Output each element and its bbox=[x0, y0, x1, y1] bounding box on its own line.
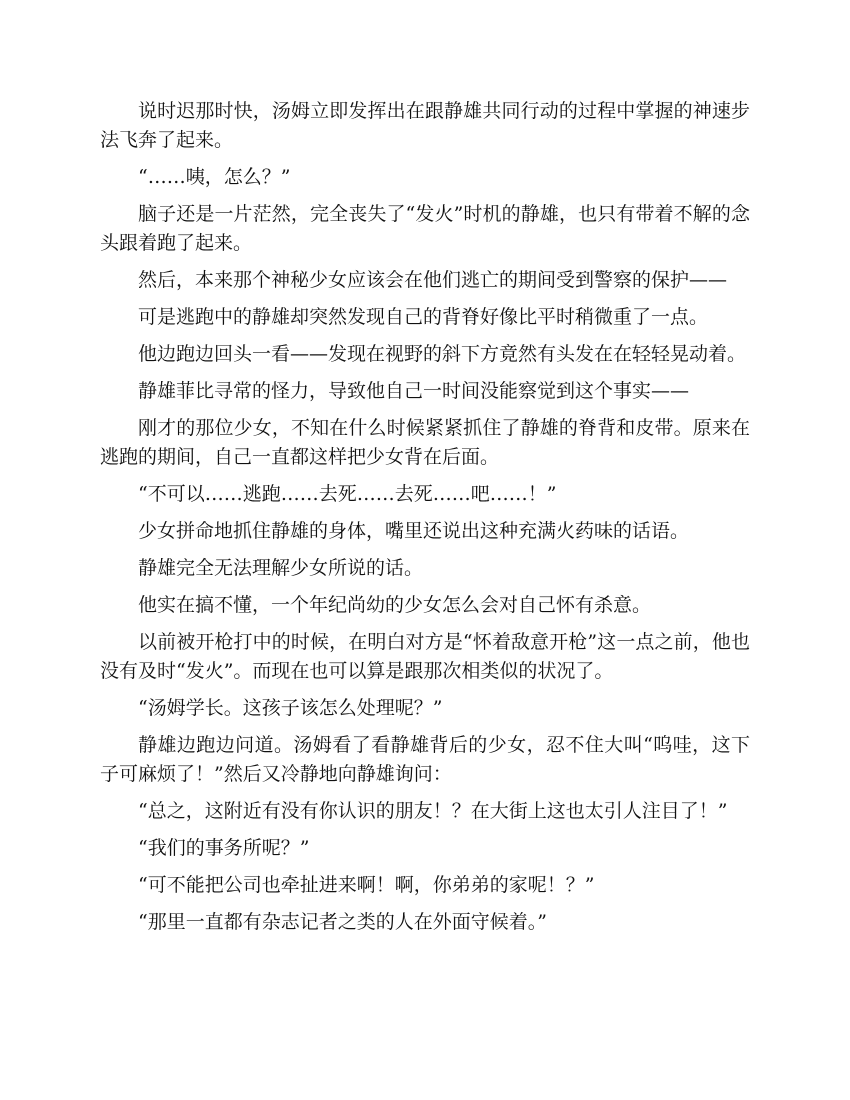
paragraph: “不可以……逃跑……去死……去死……吧……！” bbox=[138, 483, 557, 505]
paragraph: “可不能把公司也牵扯进来啊！啊，你弟弟的家呢！？” bbox=[138, 874, 595, 896]
paragraph: “总之，这附近有没有你认识的朋友！？在大街上这也太引人注目了！” bbox=[138, 800, 728, 822]
paragraph: 然后，本来那个神秘少女应该会在他们逃亡的期间受到警察的保护—— bbox=[138, 269, 728, 291]
paragraph: 静雄菲比寻常的怪力，导致他自己一时间没能察觉到这个事实—— bbox=[138, 380, 690, 402]
paragraph: 静雄边跑边问道。汤姆看了看静雄背后的少女，忍不住大叫“呜哇，这下子可麻烦了！”然后又冷静地向静雄询问： bbox=[100, 734, 750, 785]
paragraph: 脑子还是一片茫然，完全丧失了“发火”时机的静雄，也只有带着不解的念头跟着跑了起来。 bbox=[100, 203, 750, 254]
paragraph: 他边跑边回头一看——发现在视野的斜下方竟然有头发在在轻轻晃动着。 bbox=[138, 343, 747, 365]
paragraph: 刚才的那位少女，不知在什么时候紧紧抓住了静雄的脊背和皮带。原来在逃跑的期间，自己一直都这样把少女背在后面。 bbox=[100, 417, 750, 468]
paragraph: 静雄完全无法理解少女所说的话。 bbox=[138, 557, 424, 579]
paragraph: 说时迟那时快，汤姆立即发挥出在跟静雄共同行动的过程中掌握的神速步法飞奔了起来。 bbox=[100, 100, 750, 151]
paragraph: 可是逃跑中的静雄却突然发现自己的背脊好像比平时稍微重了一点。 bbox=[138, 306, 709, 328]
paragraph: “那里一直都有杂志记者之类的人在外面守候着。” bbox=[138, 911, 547, 933]
paragraph: 少女拼命地抓住静雄的身体，嘴里还说出这种充满火药味的话语。 bbox=[138, 520, 690, 542]
paragraph: “汤姆学长。这孩子该怎么处理呢？” bbox=[138, 697, 443, 719]
paragraph: 以前被开枪打中的时候，在明白对方是“怀着敌意开枪”这一点之前，他也没有及时“发火”。而现在也可以算是跟那次相类似的状况了。 bbox=[100, 631, 750, 682]
paragraph: 他实在搞不懂，一个年纪尚幼的少女怎么会对自己怀有杀意。 bbox=[138, 594, 652, 616]
paragraph: “……咦，怎么？” bbox=[138, 166, 291, 188]
body-text bbox=[100, 97, 750, 945]
paragraph: “我们的事务所呢？” bbox=[138, 837, 310, 859]
